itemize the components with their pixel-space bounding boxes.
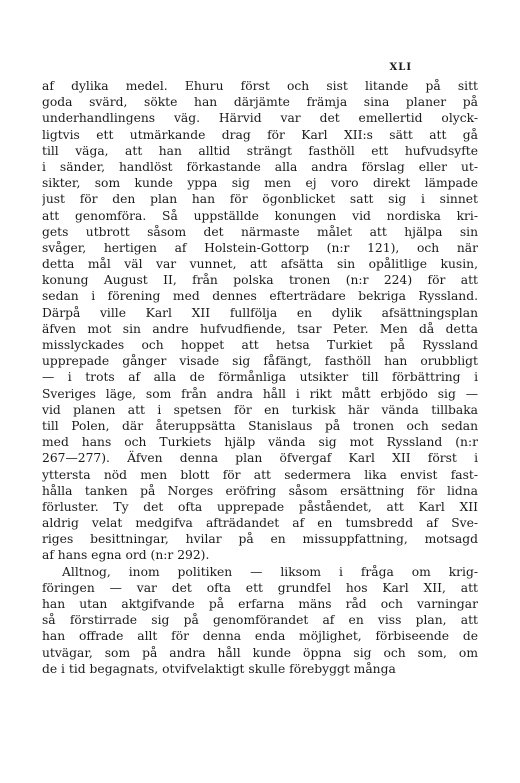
paragraph — [42, 564, 478, 677]
text-line: Alltnog, inom politiken — liksom i fråga om krig- — [62, 564, 478, 579]
text-line: konung August II, från polska tronen (n:r 224) för att — [42, 273, 478, 288]
text-line: af hans egna ord (n:r 292). — [42, 548, 210, 563]
text-line: i sänder, handlöst förkastande alla andra förslag eller ut- — [42, 159, 478, 174]
text-line: svåger, hertigen af Holstein-Gottorp (n:r 121), och när — [42, 240, 478, 255]
text-line: vid planen att i spetsen för en turkisk här vända tillbaka — [42, 402, 478, 417]
text-line: 267—277). Äfven denna plan öfvergaf Karl XII först i — [42, 451, 478, 466]
text-line: han utan aktgifvande på erfarna mäns råd och varningar — [42, 597, 478, 611]
text-line: goda svärd, sökte han därjämte främja sina planer på — [42, 95, 478, 110]
text-line: hålla tanken på Norges eröfring såsom ersättning för lidna — [42, 483, 478, 498]
text-line: han offrade allt för denna enda möjlighet, förbiseende de — [42, 629, 478, 644]
text-line: underhandlingens väg. Härvid var det emellertid olyck- — [42, 111, 478, 126]
text-line: med hans och Turkiets hjälp vända sig mot Ryssland (n:r — [42, 435, 478, 450]
paragraph — [42, 78, 478, 564]
text-line: Därpå ville Karl XII fullfölja en dylik afsättningsplan — [42, 305, 478, 320]
text-line: yttersta nöd men blott för att sedermera lika envist fast- — [42, 467, 478, 482]
text-line: Sveriges läge, som från andra håll i rikt mått erbjödo sig — — [42, 386, 478, 401]
text-line: ligtvis ett utmärkande drag för Karl XII:s sätt att gå — [42, 127, 478, 142]
text-line: af dylika medel. Ehuru först och sist litande på sitt — [42, 79, 478, 93]
page-number: XLI — [389, 62, 412, 73]
text-line: till väga, att han alltid strängt fasthöll ett hufvudsyfte — [42, 143, 478, 158]
text-line: de i tid begagnats, otvifvelaktigt skulle förebyggt många — [42, 661, 396, 676]
text-line: riges besittningar, hvilar på en missuppfattning, motsagd — [42, 532, 478, 547]
text-line: sikter, som kunde yppa sig men ej voro direkt lämpade — [42, 176, 478, 191]
text-line: just för den plan han för ögonblicket satt sig i sinnet — [42, 192, 478, 207]
body-text — [42, 78, 478, 677]
text-line: så förstirrade sig på genomförandet af en viss plan, att — [42, 613, 478, 628]
text-line: förluster. Ty det ofta upprepade påståendet, att Karl XII — [42, 499, 478, 514]
text-line: gets utbrott såsom det närmaste målet att hjälpa sin — [42, 224, 478, 239]
text-line: äfven mot sin andre hufvudfiende, tsar Peter. Men då detta — [42, 321, 478, 336]
text-line: detta mål väl var vunnet, att afsätta sin opålitlige kusin, — [42, 257, 478, 272]
text-line: aldrig velat medgifva afträdandet af en tumsbredd af Sve- — [42, 516, 478, 531]
text-line: föringen — var det ofta ett grundfel hos Karl XII, att — [42, 580, 478, 595]
text-line: utvägar, som på andra håll kunde öppna sig och som, om — [42, 645, 478, 660]
text-line: misslyckades och hoppet att hetsa Turkiet på Ryssland — [42, 338, 478, 352]
text-line: — i trots af alla de förmånliga utsikter till förbättring i — [42, 370, 478, 385]
text-line: att genomföra. Så uppställde konungen vid nordiska kri- — [42, 208, 478, 223]
text-line: upprepade gånger visade sig fåfängt, fasthöll han orubbligt — [42, 354, 478, 369]
text-line: sedan i förening med dennes efterträdare bekriga Ryssland. — [42, 289, 478, 304]
text-line: till Polen, där återuppsätta Stanislaus på tronen och sedan — [42, 418, 478, 433]
